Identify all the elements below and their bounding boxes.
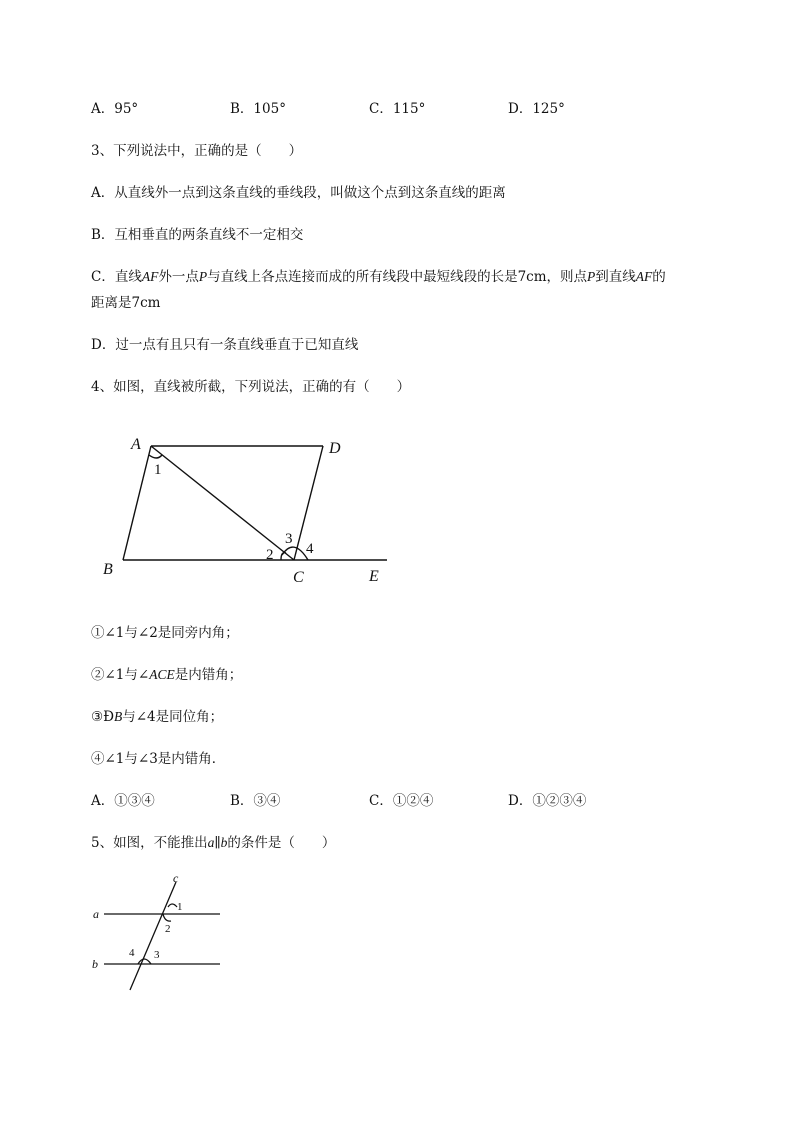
q3-option-c-line2: 距离是7cm: [91, 295, 161, 311]
q3-c-text1: C．直线: [91, 269, 142, 285]
q3-option-d: D．过一点有且只有一条直线垂直于已知直线: [91, 337, 359, 353]
angle-3-label: 3: [154, 949, 160, 961]
q3-c-p1: P: [198, 269, 208, 284]
q4-statement-2: [91, 666, 242, 684]
q3-c-af2: AF: [635, 269, 653, 284]
q5-figure: [88, 870, 228, 995]
q2-option-a: A．95°: [91, 101, 139, 117]
line-c: [130, 882, 176, 990]
q4-figure: [95, 425, 395, 590]
line-b-label: b: [92, 957, 98, 971]
angle-3-4-arc: [138, 959, 151, 964]
line-a-label: a: [93, 907, 99, 921]
q4-option-b: B．③④: [230, 793, 281, 809]
q3-c-af1: AF: [141, 269, 159, 284]
q2-option-b: B．105°: [230, 101, 286, 117]
q3-c-text2: 外一点: [158, 269, 199, 285]
q5-stem-parallel: ∥: [214, 835, 221, 851]
q3-c-text4: 到直线: [595, 269, 636, 285]
q4-stem: 4、如图，直线被所截，下列说法，正确的有（ ）: [91, 379, 411, 395]
angle-1-arc: [149, 455, 162, 458]
q3-stem: 3、下列说法中，正确的是（ ）: [91, 143, 303, 159]
q5-stem-text2: 的条件是（ ）: [227, 835, 336, 851]
q4-statement-4: ④∠1与∠3是内错角．: [91, 751, 226, 767]
q2-option-c: C．115°: [369, 101, 426, 117]
q4-s3-text1: ③Ð: [91, 709, 114, 725]
angle-3-label: 3: [285, 531, 293, 547]
point-b-label: B: [103, 561, 113, 578]
q3-c-p2: P: [587, 269, 596, 284]
line-c-label: c: [173, 871, 179, 885]
q5-stem-text1: 5、如图，不能推出: [91, 835, 208, 851]
angle-2-label: 2: [266, 547, 274, 563]
q3-option-c-line1: [91, 268, 666, 286]
q5-stem-b: b: [220, 835, 228, 850]
point-a-label: A: [131, 436, 141, 453]
q3-option-a: A．从直线外一点到这条直线的垂线段，叫做这个点到这条直线的距离: [91, 185, 506, 201]
q4-s2-text1: ②∠1与∠: [91, 667, 150, 683]
point-c-label: C: [293, 569, 304, 586]
point-e-label: E: [369, 568, 379, 585]
segment-ab: [123, 446, 151, 560]
q2-option-d: D．125°: [508, 101, 565, 117]
q5-stem: [91, 834, 335, 852]
q4-statement-3: [91, 708, 223, 726]
q4-s2-ace: ACE: [149, 667, 175, 682]
angle-1-label: 1: [177, 901, 183, 913]
angle-2-arc: [163, 914, 171, 921]
q3-c-text5: 的: [652, 269, 666, 285]
q4-option-c: C．①②④: [369, 793, 434, 809]
q4-s2-text2: 是内错角；: [174, 667, 243, 683]
q4-statement-1: ①∠1与∠2是同旁内角；: [91, 625, 239, 641]
q3-option-b: B．互相垂直的两条直线不一定相交: [91, 227, 304, 243]
point-d-label: D: [329, 440, 341, 457]
angle-4-label: 4: [129, 947, 135, 959]
angle-1-label: 1: [154, 462, 162, 478]
q4-option-a: A．①③④: [91, 793, 155, 809]
angle-1-arc: [168, 904, 177, 907]
q3-c-text3: 与直线上各点连接而成的所有线段中最短线段的长是7cm，则点: [207, 269, 588, 285]
q4-s3-b: B: [114, 709, 123, 724]
q5-stem-a: a: [207, 835, 215, 850]
q4-option-d: D．①②③④: [508, 793, 587, 809]
angle-2-label: 2: [165, 923, 171, 935]
segment-ac: [151, 446, 294, 560]
q4-s3-text2: 与∠4是同位角；: [122, 709, 224, 725]
angle-4-label: 4: [306, 541, 314, 557]
